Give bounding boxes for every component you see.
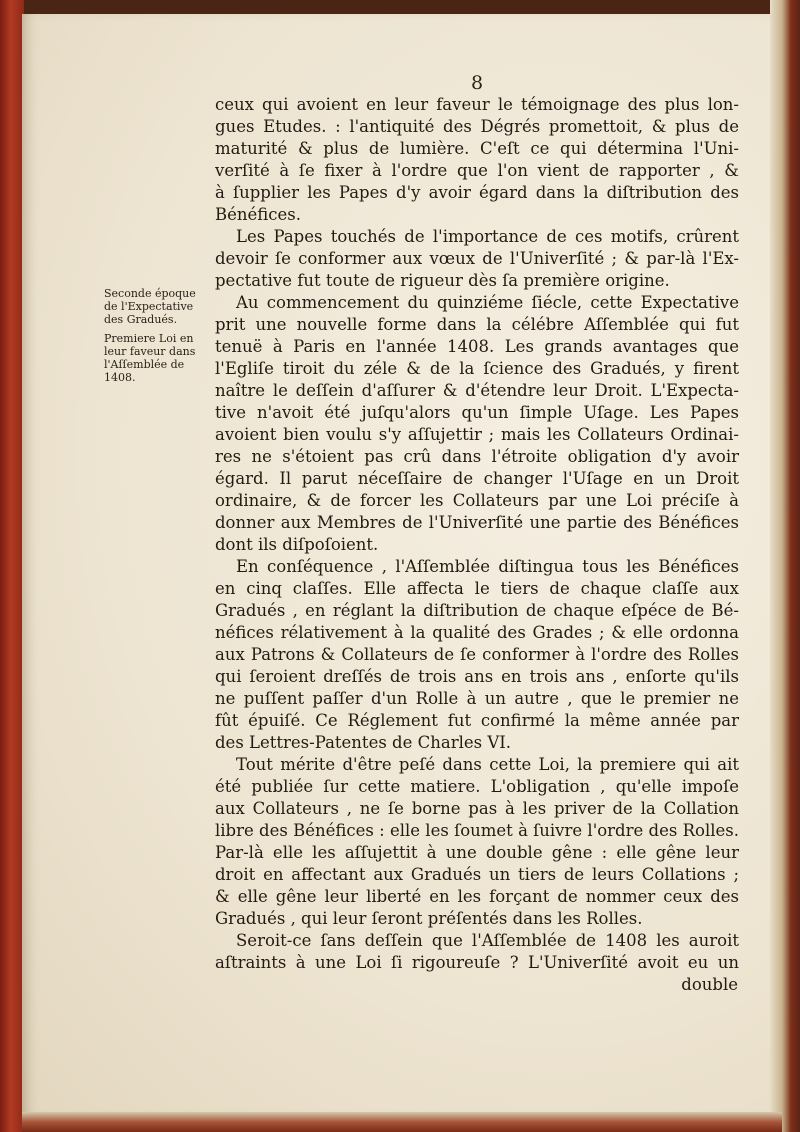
body-text-line: En conſéquence , l'Aſſemblée diſtingua tous les Bénéfices: [236, 557, 739, 576]
body-text-line: donner aux Membres de l'Univerſité une partie des Bénéfices: [215, 513, 739, 532]
body-text-line: l'Egliſe tiroit du zéle & de la ſcience des Gradués, y firent: [215, 359, 739, 378]
body-text-line: qui ſeroient dreſſés de trois ans en trois ans , enſorte qu'ils: [215, 667, 739, 686]
page-bottom-edge: [22, 1112, 782, 1132]
margin-note-line: Premiere Loi en: [104, 332, 194, 345]
body-text-line: Par-là elle les aſſujettit à une double gêne : elle gêne leur: [215, 843, 739, 862]
body-text-line: Au commencement du quinziéme ſiécle, cette Expectative: [236, 293, 739, 312]
margin-note-line: Seconde époque: [104, 287, 196, 300]
margin-note-line: des Gradués.: [104, 313, 178, 326]
body-text-line: en cinq claſſes. Elle affecta le tiers de chaque claſſe aux: [215, 579, 739, 598]
body-text-line: ne puſſent paſſer d'un Rolle à un autre , que le premier ne: [215, 689, 739, 708]
body-text-line: fût épuiſé. Ce Réglement fut confirmé la même année par: [215, 711, 739, 730]
body-text-line: res ne s'étoient pas crû dans l'étroite obligation d'y avoir: [215, 447, 739, 466]
body-text-line: gues Etudes. : l'antiquité des Dégrés promettoit, & plus de: [215, 117, 739, 136]
body-text-line: aux Collateurs , ne ſe borne pas à les priver de la Collation: [215, 799, 739, 818]
body-text-line: & elle gêne leur liberté en les forçant de nommer ceux des: [215, 887, 739, 906]
body-text-line: libre des Bénéfices : elle les ſoumet à ſuivre l'ordre des Rolles.: [215, 821, 739, 840]
body-text-line: néfices rélativement à la qualité des Grades ; & elle ordonna: [215, 623, 739, 642]
catchword: double: [681, 975, 738, 994]
body-text-line: maturité & plus de lumière. C'eſt ce qui détermina l'Uni-: [215, 139, 739, 158]
body-text-line: égard. Il parut néceſſaire de changer l'Uſage en un Droit: [215, 469, 739, 488]
body-text-line: avoient bien voulu s'y aſſujettir ; mais les Collateurs Ordinai-: [215, 425, 739, 444]
margin-note-line: l'Aſſemblée de: [104, 358, 185, 371]
body-text-line: Bénéfices.: [215, 205, 302, 224]
body-text-line: dont ils diſpoſoient.: [215, 535, 379, 554]
body-text-line: ordinaire, & de forcer les Collateurs par une Loi préciſe à: [215, 491, 739, 510]
body-text-line: Seroit-ce ſans deſſein que l'Aſſemblée de 1408 les auroit: [236, 931, 739, 950]
body-text-line: devoir ſe conformer aux vœux de l'Univerſité ; & par-là l'Ex-: [215, 249, 739, 268]
page-fore-edge: [770, 0, 800, 1132]
body-text-line: été publiée ſur cette matiere. L'obligation , qu'elle impoſe: [215, 777, 739, 796]
body-text-line: Les Papes touchés de l'importance de ces motifs, crûrent: [236, 227, 739, 246]
body-text-line: des Lettres-Patentes de Charles VI.: [215, 733, 512, 752]
body-text-line: pectative fut toute de rigueur dès ſa première origine.: [215, 271, 670, 290]
body-text-line: Gradués , en réglant la diſtribution de chaque eſpéce de Bé-: [215, 601, 739, 620]
body-text-line: naître le deſſein d'aſſurer & d'étendre leur Droit. L'Expecta-: [215, 381, 739, 400]
body-text-line: droit en affectant aux Gradués un tiers de leurs Collations ;: [215, 865, 739, 884]
body-text-line: Gradués , qui leur ſeront préſentés dans les Rolles.: [215, 909, 643, 928]
book-binding-edge: [0, 0, 24, 1132]
margin-note-line: de l'Expectative: [104, 300, 194, 313]
body-text-line: ceux qui avoient en leur faveur le témoignage des plus lon-: [215, 95, 739, 114]
body-text-line: verſité à ſe fixer à l'ordre que l'on vient de rapporter , &: [215, 161, 739, 180]
margin-note-line: leur faveur dans: [104, 345, 196, 358]
body-text-line: prit une nouvelle forme dans la célébre Aſſemblée qui fut: [215, 315, 739, 334]
page-number: 8: [471, 72, 484, 94]
body-text-line: tive n'avoit été juſqu'alors qu'un ſimple Uſage. Les Papes: [215, 403, 739, 422]
body-text-line: Tout mérite d'être peſé dans cette Loi, la premiere qui ait: [236, 755, 739, 774]
body-text-line: tenuë à Paris en l'année 1408. Les grands avantages que: [215, 337, 739, 356]
margin-note-seconde-epoque: [104, 287, 212, 326]
body-text-line: aſtraints à une Loi ſi rigoureuſe ? L'Univerſité avoit eu un: [215, 953, 739, 972]
margin-note-premiere-loi: [104, 332, 212, 384]
body-text-line: à ſupplier les Papes d'y avoir égard dans la diſtribution des: [215, 183, 739, 202]
body-text-line: aux Patrons & Collateurs de ſe conformer à l'ordre des Rolles: [215, 645, 739, 664]
margin-note-line: 1408.: [104, 371, 136, 384]
